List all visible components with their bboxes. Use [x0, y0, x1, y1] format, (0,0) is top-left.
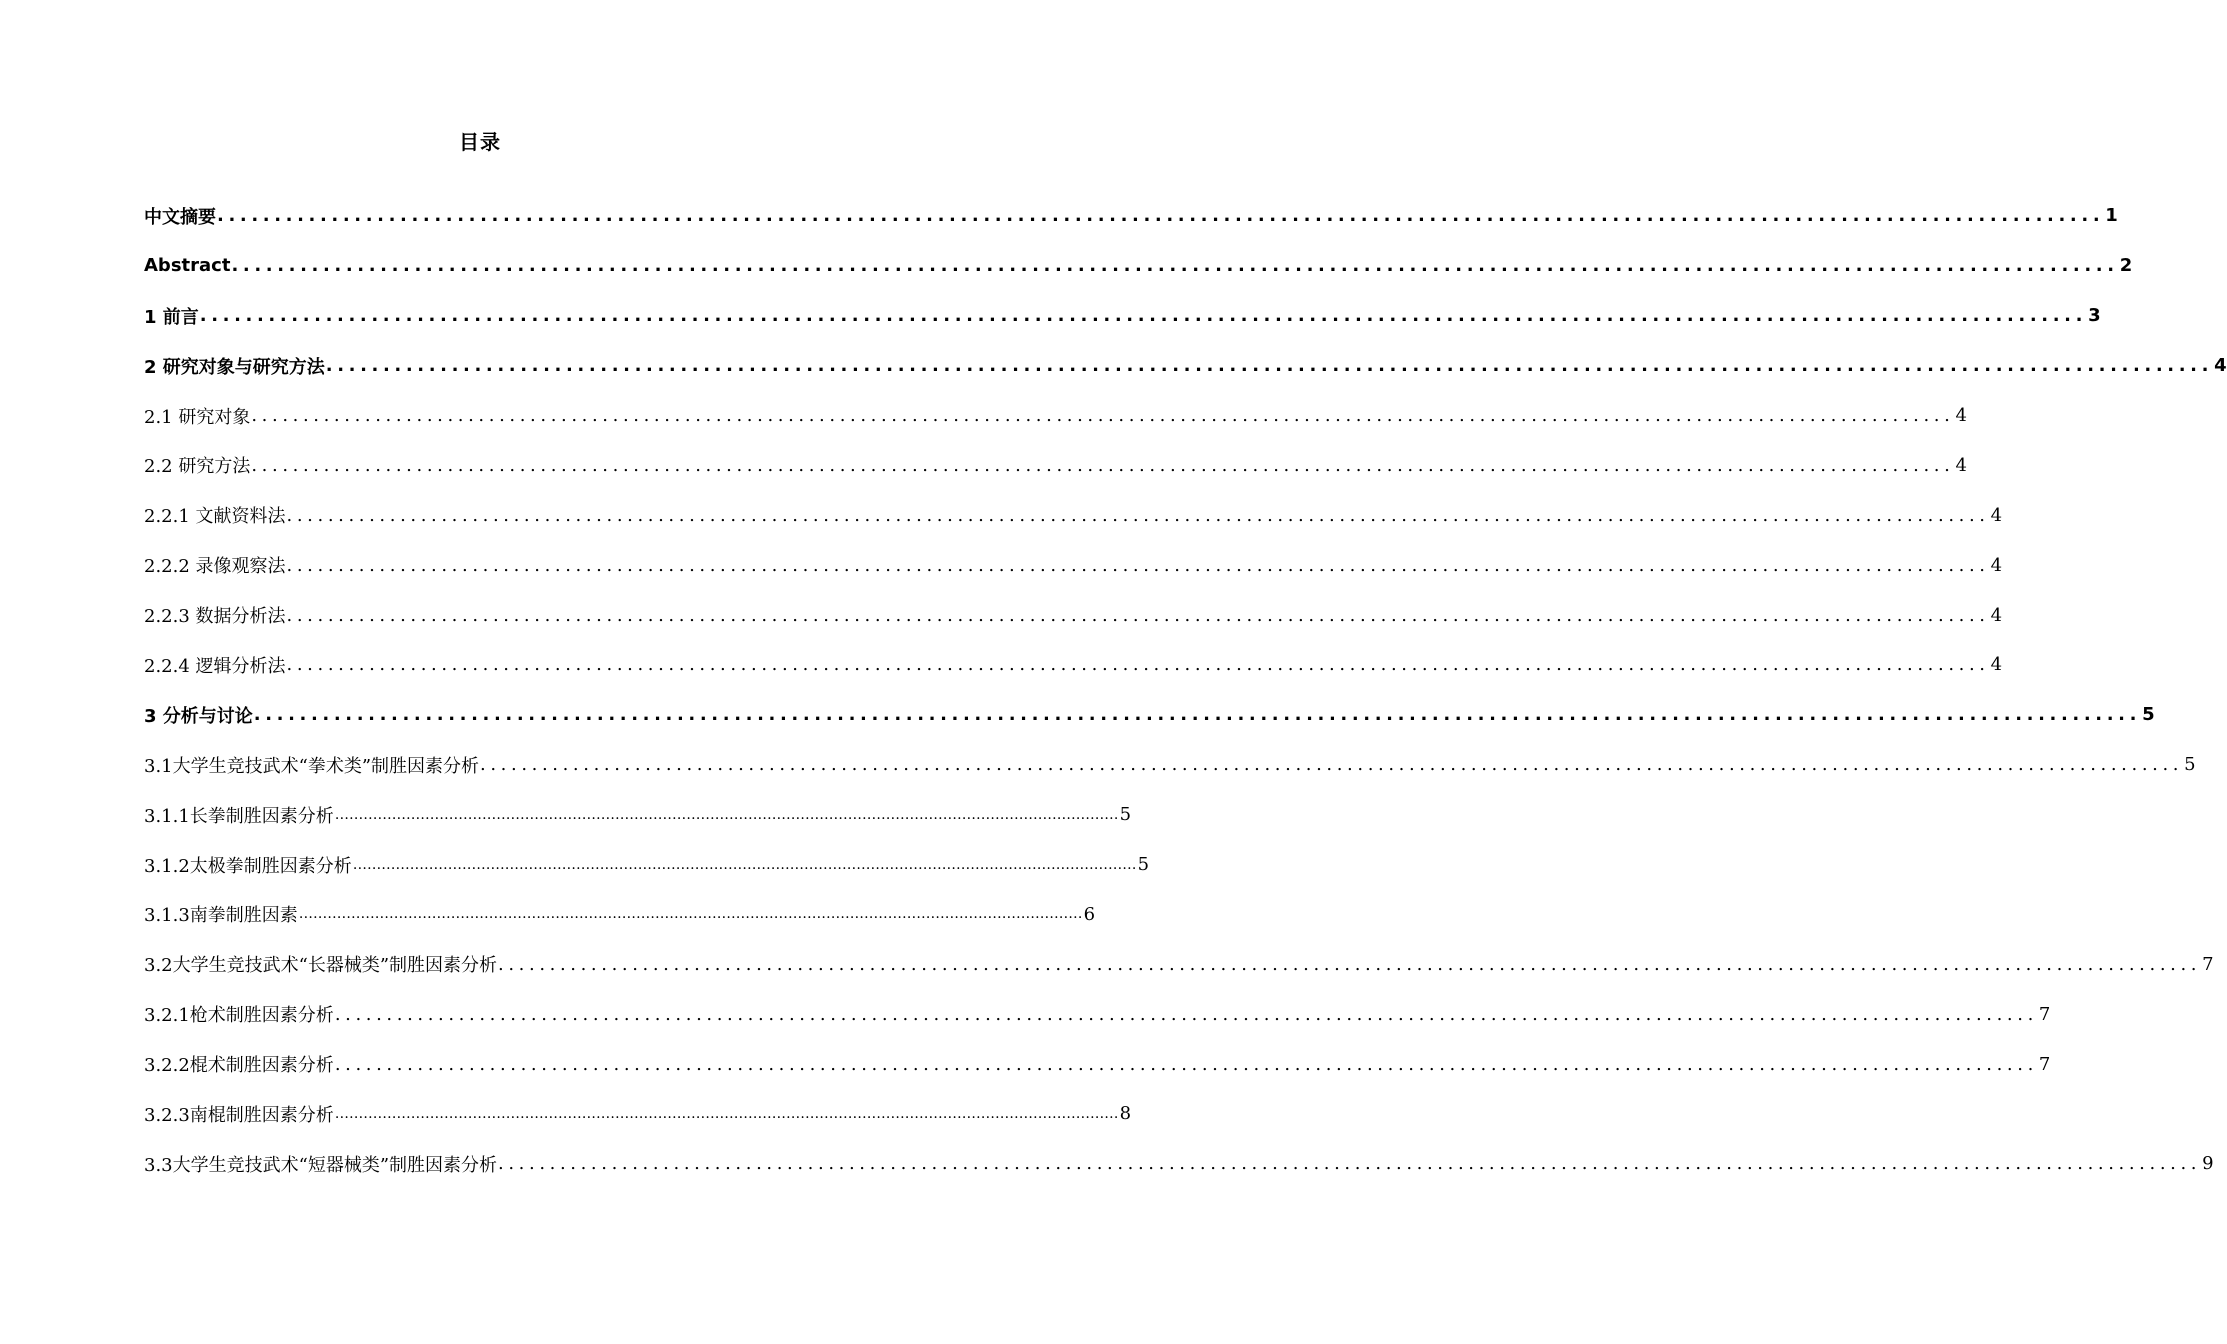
- toc-leader: .....................................................................................................................................................................: [334, 806, 1119, 823]
- toc-page-number: 1: [2105, 205, 2118, 227]
- toc-entry[interactable]: [144, 391, 1967, 441]
- toc-page-number: 4: [1955, 454, 1967, 476]
- toc-entry[interactable]: [144, 640, 2003, 690]
- toc-page-number: 4: [1990, 554, 2003, 576]
- toc-entry-text: 3 分析与讨论: [144, 705, 253, 727]
- toc-entry-text: 中文摘要: [144, 206, 216, 228]
- toc-page-number: 7: [2202, 953, 2214, 975]
- toc-page-number: 5: [2184, 754, 2196, 776]
- toc-page-number: 4: [1990, 504, 2003, 526]
- toc-entry-text: 3.1.2太极拳制胜因素分析: [144, 855, 352, 877]
- toc-page-number: 5: [1119, 804, 1132, 826]
- toc-entry[interactable]: [144, 291, 2101, 341]
- toc-entry[interactable]: [144, 939, 2214, 989]
- toc-page-number: 4: [1990, 654, 2003, 676]
- toc-entry-text: 3.1.1长拳制胜因素分析: [144, 805, 334, 827]
- toc-entry-text: 2.2 研究方法: [144, 456, 251, 478]
- toc-entry[interactable]: [144, 540, 2003, 590]
- toc-entry-text: 2.2.1 文献资料法: [144, 506, 286, 528]
- toc-entry-text: 3.2.1枪术制胜因素分析: [144, 1005, 334, 1027]
- toc-entry[interactable]: [144, 590, 2003, 640]
- toc-entry[interactable]: [144, 241, 2133, 291]
- toc-leader: .....................................................................................................................................................................: [286, 654, 1990, 676]
- toc-page-number: 8: [1119, 1103, 1132, 1125]
- toc-entry[interactable]: [144, 440, 1967, 490]
- toc-leader: .....................................................................................................................................................................: [286, 504, 1990, 526]
- toc-entry[interactable]: [144, 1089, 1132, 1139]
- toc-leader: .....................................................................................................................................................................: [498, 1153, 2202, 1175]
- toc-entry[interactable]: [144, 840, 1150, 890]
- toc-page-number: 4: [1990, 604, 2003, 626]
- toc-entry-text: 3.1.3南拳制胜因素: [144, 905, 298, 927]
- toc-entry-text: 3.2大学生竞技武术“长器械类”制胜因素分析: [144, 955, 498, 977]
- toc-entry-text: 1 前言: [144, 306, 199, 328]
- toc-leader: .....................................................................................................................................................................: [251, 454, 1955, 476]
- toc-leader: .....................................................................................................................................................................: [298, 906, 1083, 923]
- toc-entry-text: Abstract: [144, 255, 231, 277]
- toc-leader: .....................................................................................................................................................................: [286, 554, 1990, 576]
- toc-page-number: 5: [2142, 704, 2155, 726]
- toc-page-number: 7: [2038, 1053, 2051, 1075]
- toc-entry[interactable]: [144, 989, 2051, 1039]
- toc-entry-text: 2.2.3 数据分析法: [144, 606, 286, 628]
- toc-page-number: 2: [2119, 255, 2133, 277]
- toc-leader: .....................................................................................................................................................................: [325, 355, 2214, 377]
- toc-list: [144, 191, 2227, 1189]
- toc-leader: .....................................................................................................................................................................: [253, 704, 2142, 726]
- toc-page-number: 9: [2202, 1153, 2214, 1175]
- toc-leader: .....................................................................................................................................................................: [480, 754, 2184, 776]
- toc-entry[interactable]: [144, 790, 1132, 840]
- toc-leader: .....................................................................................................................................................................: [217, 205, 2105, 227]
- toc-entry[interactable]: [144, 1139, 2214, 1189]
- toc-page-number: 7: [2038, 1003, 2051, 1025]
- toc-page-number: 6: [1083, 903, 1096, 925]
- toc-entry[interactable]: [144, 341, 2227, 391]
- toc-leader: .....................................................................................................................................................................: [334, 1105, 1119, 1122]
- toc-entry-text: 3.1大学生竞技武术“拳术类”制胜因素分析: [144, 755, 480, 777]
- toc-entry-text: 3.2.2棍术制胜因素分析: [144, 1055, 334, 1077]
- toc-leader: .....................................................................................................................................................................: [334, 1003, 2038, 1025]
- toc-entry-text: 3.3大学生竞技武术“短器械类”制胜因素分析: [144, 1154, 498, 1176]
- toc-entry-text: 2 研究对象与研究方法: [144, 356, 325, 378]
- toc-entry[interactable]: [144, 1039, 2051, 1089]
- toc-leader: .....................................................................................................................................................................: [334, 1053, 2038, 1075]
- toc-entry[interactable]: [144, 490, 2003, 540]
- toc-entry[interactable]: [144, 690, 2155, 740]
- toc-entry-text: 2.2.4 逻辑分析法: [144, 655, 286, 677]
- toc-entry[interactable]: [144, 740, 2196, 790]
- toc-leader: .....................................................................................................................................................................: [352, 856, 1137, 873]
- toc-page-number: 4: [1955, 405, 1967, 426]
- toc-entry[interactable]: [144, 889, 1096, 939]
- toc-page-number: 5: [1137, 854, 1150, 876]
- toc-entry-text: 3.2.3南棍制胜因素分析: [144, 1104, 334, 1126]
- toc-leader: .....................................................................................................................................................................: [251, 405, 1955, 426]
- toc-page-number: 4: [2214, 355, 2227, 377]
- toc-entry-text: 2.2.2 录像观察法: [144, 556, 286, 578]
- toc-page-number: 3: [2088, 305, 2101, 327]
- toc-leader: .....................................................................................................................................................................: [286, 604, 1990, 626]
- toc-entry-text: 2.1 研究对象: [144, 406, 251, 428]
- toc-leader: .....................................................................................................................................................................: [498, 953, 2202, 975]
- toc-leader: .....................................................................................................................................................................: [199, 305, 2088, 327]
- toc-leader: .....................................................................................................................................................................: [231, 255, 2119, 277]
- toc-entry[interactable]: [144, 191, 2118, 241]
- toc-title: 目录: [459, 130, 501, 154]
